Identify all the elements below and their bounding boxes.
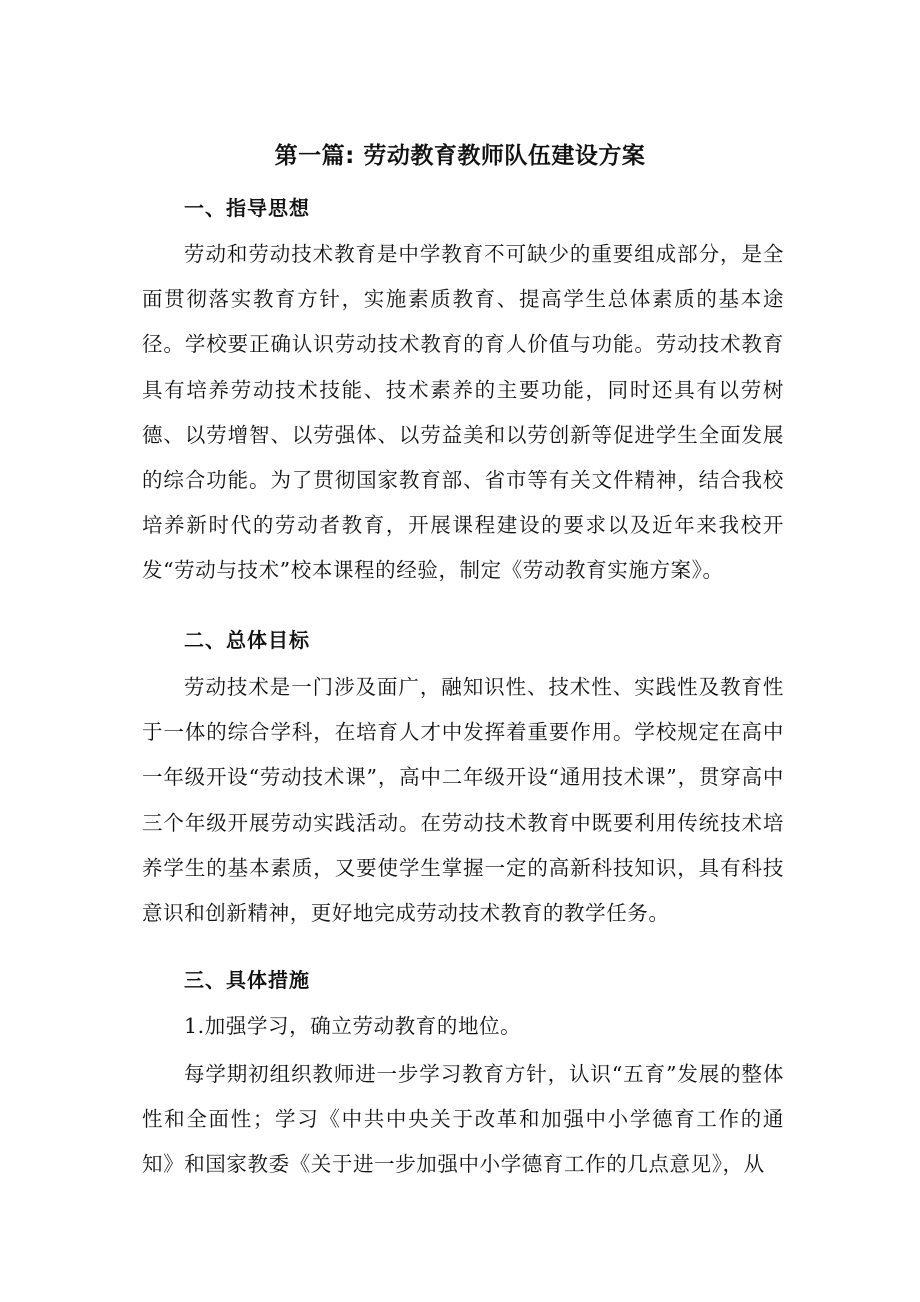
section-heading-overall-goal: 二、总体目标 bbox=[184, 628, 310, 652]
section-heading-specific-measures: 三、具体措施 bbox=[184, 968, 310, 992]
measure-item-1: 1.加强学习，确立劳动教育的地位。 bbox=[184, 1014, 522, 1038]
section-paragraph-guiding-ideology: 劳动和劳动技术教育是中学教育不可缺少的重要组成部分，是全面贯彻落实教育方针，实施素质教育、提高学生总体素质的基本途径。学校要正确认识劳动技术教育的育人价值与功能。劳动技术教育具有培养劳动技术技能、技术素养的主要功能，同时还具有以劳树德、以劳增智、以劳强体、以劳益美和以劳创新等促进学生全面发展的综合功能。为了贯彻国家教育部、省市等有关文件精神，结合我校培养新时代的劳动者教育，开展课程建设的要求以及近年来我校开发“劳动与技术”校本课程的经验，制定《劳动教育实施方案》。 bbox=[142, 242, 784, 583]
document-title: 第一篇: 劳动教育教师队伍建设方案 bbox=[274, 143, 646, 169]
section-heading-guiding-ideology: 一、指导思想 bbox=[184, 196, 310, 220]
section-paragraph-overall-goal: 劳动技术是一门涉及面广，融知识性、技术性、实践性及教育性于一体的综合学科，在培育人才中发挥着重要作用。学校规定在高中一年级开设“劳动技术课”，高中二年级开设“通用技术课”，贯穿高中三个年级开展劳动实践活动。在劳动技术教育中既要利用传统技术培养学生的基本素质，又要使学生掌握一定的高新科技知识，具有科技意识和创新精神，更好地完成劳动技术教育的教学任务。 bbox=[142, 675, 784, 926]
section-paragraph-specific-measures: 每学期初组织教师进一步学习教育方针，认识“五育”发展的整体性和全面性；学习《中共中央关于改革和加强中小学德育工作的通知》和国家教委《关于进一步加强中小学德育工作的几点意见》，从 bbox=[142, 1062, 784, 1177]
